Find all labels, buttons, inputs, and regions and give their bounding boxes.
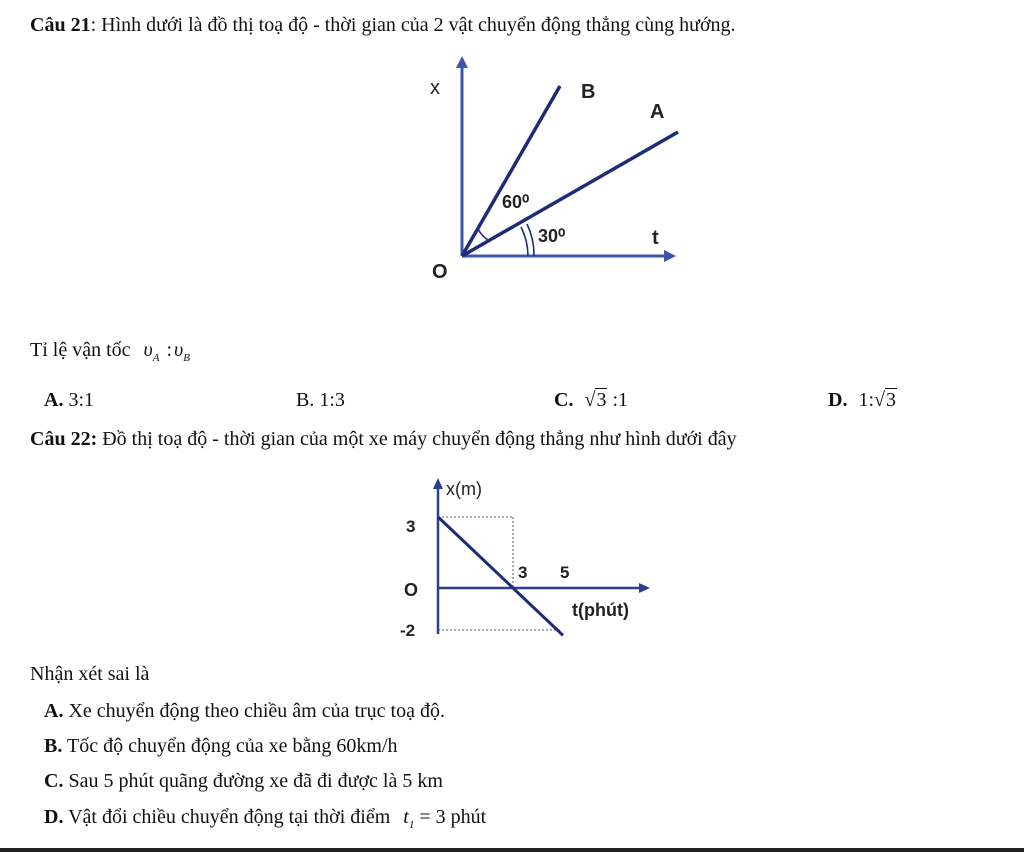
q22-option-d-var: $t_1$ bbox=[403, 806, 415, 831]
q21-x-arrowhead bbox=[456, 56, 468, 68]
q22-y-axis-label: x(m) bbox=[446, 479, 482, 499]
q21-angle30-label: 30⁰ bbox=[538, 226, 566, 246]
q21-option-c[interactable]: C. √3 :1 bbox=[554, 389, 628, 411]
q21-label: Câu 21 bbox=[30, 14, 91, 36]
q21-arc-60 bbox=[478, 229, 488, 240]
q22-figure bbox=[388, 470, 718, 650]
q22-x-arrowhead bbox=[639, 583, 650, 593]
q21-line-a bbox=[462, 132, 678, 256]
q21-angle60-label: 60⁰ bbox=[502, 192, 530, 212]
q22-text: Đồ thị toạ độ - thời gian của một xe máy chuyển động thẳng như hình dưới đây bbox=[97, 428, 737, 450]
bottom-divider bbox=[0, 848, 1024, 852]
q21-option-d[interactable]: D. 1:√3 bbox=[828, 389, 896, 411]
q22-label: Câu 22: bbox=[30, 428, 98, 450]
q21-prompt-colon: : bbox=[166, 339, 173, 361]
q22-tick-x-5: 5 bbox=[560, 563, 570, 582]
q22-tick-y-3: 3 bbox=[406, 517, 416, 536]
q21-option-c-sqrt: √3 bbox=[584, 389, 607, 411]
q21-origin-label: O bbox=[432, 261, 448, 283]
q22-tick-y-neg2: -2 bbox=[400, 621, 416, 640]
q22-heading bbox=[30, 428, 737, 451]
q21-t-arrowhead bbox=[664, 250, 676, 262]
q21-t-label: t bbox=[652, 227, 659, 249]
q22-option-d[interactable]: D. Vật đổi chiều chuyển động tại thời điểm $t_1 = 3$ phút bbox=[44, 806, 487, 831]
q21-x-label: x bbox=[430, 77, 440, 99]
q21-graph bbox=[400, 52, 710, 292]
q21-prompt-text: Tỉ lệ vận tốc bbox=[30, 339, 131, 361]
q22-option-b[interactable]: B. Tốc độ chuyển động của xe bằng 60km/h bbox=[44, 735, 398, 757]
q21-prompt bbox=[30, 339, 190, 362]
q22-data-line bbox=[438, 517, 563, 636]
q21-a-label: A bbox=[650, 101, 665, 123]
q21-b-label: B bbox=[581, 81, 596, 103]
q22-prompt: Nhận xét sai là bbox=[30, 663, 150, 685]
q22-x-axis-label: t(phút) bbox=[572, 600, 629, 620]
q21-option-b[interactable]: B. 1:3 bbox=[296, 389, 345, 411]
q22-option-a[interactable]: A. Xe chuyển động theo chiều âm của trục toạ độ. bbox=[44, 700, 445, 722]
q22-option-c[interactable]: C. Sau 5 phút quãng đường xe đã đi được là 5 km bbox=[44, 770, 443, 792]
q21-prompt-va: $\upsilon_A$ bbox=[143, 339, 160, 364]
q21-text: : Hình dưới là đồ thị toạ độ - thời gian của 2 vật chuyển động thẳng cùng hướng. bbox=[90, 14, 736, 36]
q22-origin-label: O bbox=[404, 580, 419, 600]
q22-tick-x-3: 3 bbox=[518, 563, 528, 582]
q22-y-arrowhead bbox=[433, 478, 443, 489]
q21-option-d-sqrt: √3 bbox=[874, 389, 896, 411]
q21-option-a[interactable]: A. 3:1 bbox=[44, 389, 95, 411]
q21-heading bbox=[30, 14, 736, 37]
q22-chart bbox=[388, 470, 718, 650]
q21-prompt-vb: $\upsilon_B$ bbox=[174, 339, 190, 364]
q21-arc-30 bbox=[521, 227, 528, 256]
q21-figure bbox=[400, 52, 710, 292]
